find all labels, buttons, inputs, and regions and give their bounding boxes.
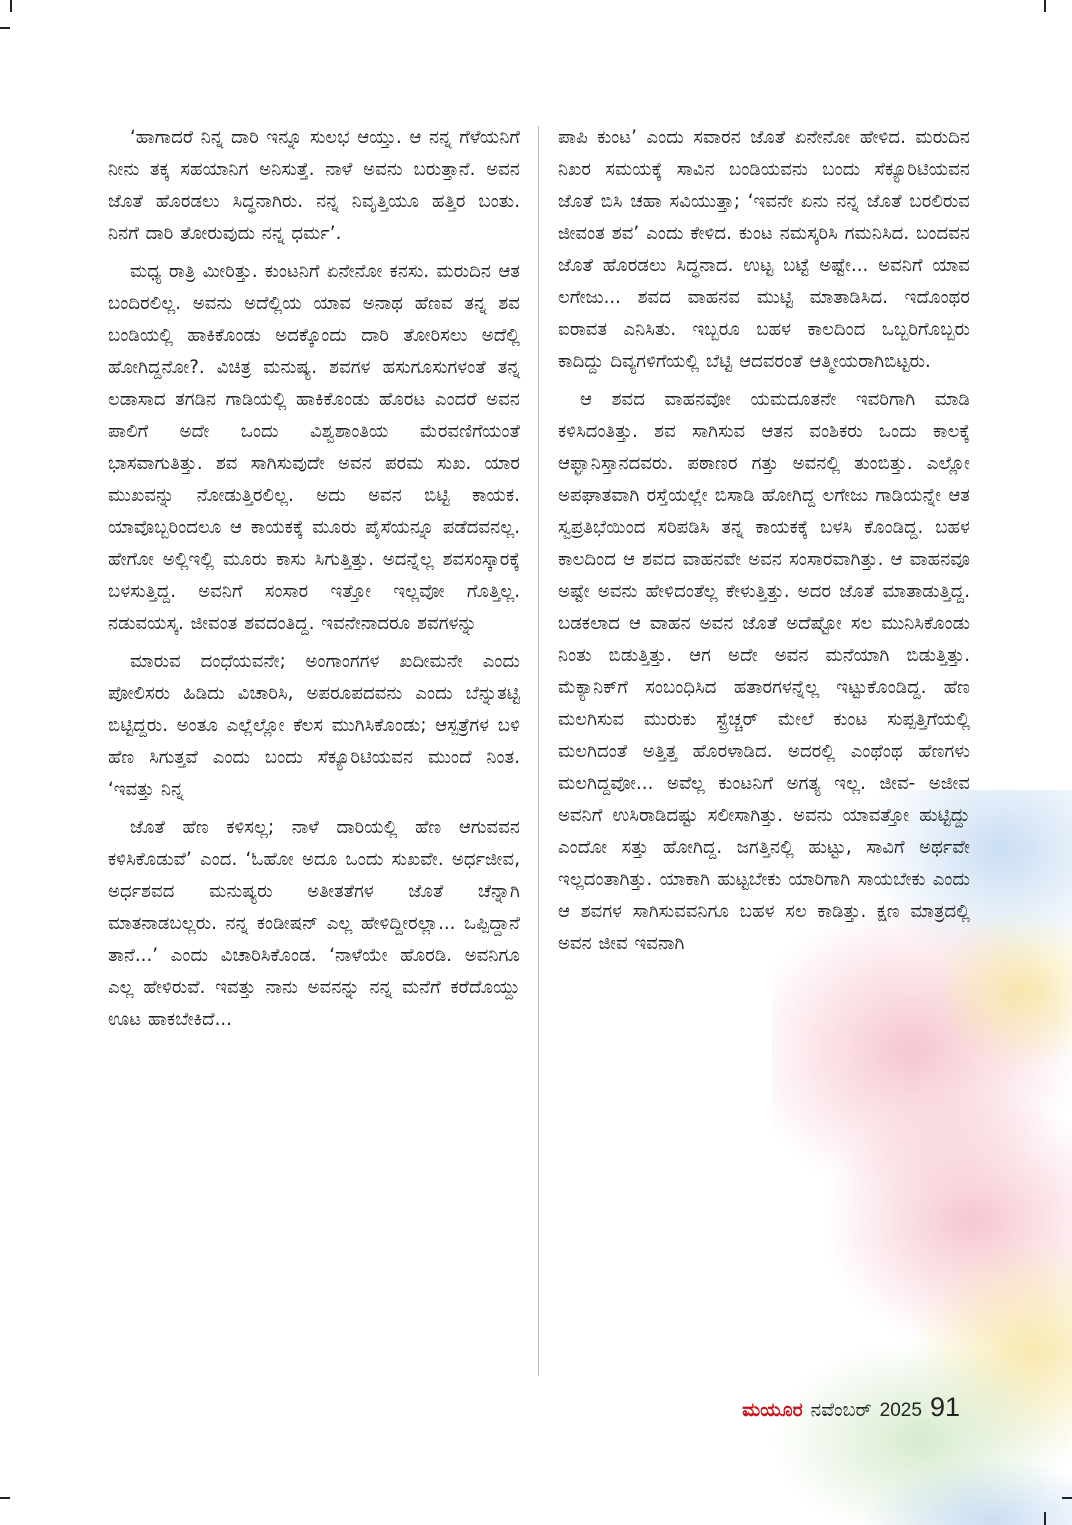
crop-mark-right-lower — [1062, 1497, 1072, 1499]
crop-mark-top-right — [1044, 0, 1046, 12]
paragraph: ಪಾಪಿ ಕುಂಟ’ ಎಂದು ಸವಾರನ ಜೊತೆ ಏನೇನೋ ಹೇಳಿದ. ಮರುದಿನ ನಿಖರ ಸಮಯಕ್ಕೆ ಸಾವಿನ ಬಂಡಿಯವನು ಬಂದು ಸೆಕ್ಯೂರಿಟಿಯವನ ಜೊತೆ ಬಿಸಿ ಚಹಾ ಸವಿಯುತ್ತಾ; ‘ಇವನೇ ಏನು ನನ್ನ ಜೊತೆ ಬರಲಿರುವ ಜೀವಂತ ಶವ’ ಎಂದು ಕೇಳಿದ. ಕುಂಟ ನಮಸ್ಕರಿಸಿ ಗಮನಿಸಿದ. ಬಂದವನ ಜೊತೆ ಹೊರಡಲು ಸಿದ್ಧನಾದ. ಉಟ್ಟ ಬಟ್ಟೆ ಅಷ್ಟೇ... ಅವನಿಗೆ ಯಾವ ಲಗೇಜು... ಶವದ ವಾಹನವ ಮುಟ್ಟಿ ಮಾತಾಡಿಸಿದ. ಇದೊಂಥರ ಐರಾವತ ಎನಿಸಿತು. ಇಬ್ಬರೂ ಬಹಳ ಕಾಲದಿಂದ ಒಬ್ಬರಿಗೊಬ್ಬರು ಕಾದಿದ್ದು ದಿವ್ಯಗಳಿಗೆಯಲ್ಲಿ ಬೆಟ್ಟಿ ಆದವರಂತೆ ಆತ್ಮೀಯರಾಗಿಬಿಟ್ಟರು. — [558, 127, 970, 372]
page-number: 91 — [929, 1392, 960, 1422]
crop-mark-top-left — [10, 0, 12, 12]
crop-mark-bottom-right — [1044, 1512, 1046, 1525]
crop-mark-left-upper — [0, 27, 10, 29]
crop-mark-left-lower — [0, 1497, 10, 1499]
paragraph: ಮಧ್ಯ ರಾತ್ರಿ ಮೀರಿತ್ತು. ಕುಂಟನಿಗೆ ಏನೇನೋ ಕನಸು. ಮರುದಿನ ಆತ ಬಂದಿರಲಿಲ್ಲ. ಅವನು ಅದೆಲ್ಲಿಯ ಯಾವ ಅನಾಥ ಹೆಣವ ತನ್ನ ಶವ ಬಂಡಿಯಲ್ಲಿ ಹಾಕಿಕೊಂಡು ಅದಕ್ಕೊಂದು ದಾರಿ ತೋರಿಸಲು ಅದೆಲ್ಲಿ ಹೋಗಿದ್ದನೋ?. ವಿಚಿತ್ರ ಮನುಷ್ಯ. ಶವಗಳ ಹಸುಗೂಸುಗಳಂತೆ ತನ್ನ ಲಡಾಸಾದ ತಗಡಿನ ಗಾಡಿಯಲ್ಲಿ ಹಾಕಿಕೊಂಡು ಹೊರಟ ಎಂದರೆ ಅವನ ಪಾಲಿಗೆ ಅದೇ ಒಂದು ವಿಶ್ವಶಾಂತಿಯ ಮೆರವಣಿಗೆಯಂತೆ ಭಾಸವಾಗುತಿತ್ತು. ಶವ ಸಾಗಿಸುವುದೇ ಅವನ ಪರಮ ಸುಖ. ಯಾರ ಮುಖವನ್ನು ನೋಡುತ್ತಿರಲಿಲ್ಲ. ಅದು ಅವನ ಬಿಟ್ಟಿ ಕಾಯಕ. ಯಾವೊಬ್ಬರಿಂದಲೂ ಆ ಕಾಯಕಕ್ಕೆ ಮೂರು ಪೈಸೆಯನ್ನೂ ಪಡೆದವನಲ್ಲ. ಹೇಗೋ ಅಲ್ಲಿಇಲ್ಲಿ ಮೂರು ಕಾಸು ಸಿಗುತ್ತಿತ್ತು. ಅದನ್ನೆಲ್ಲ ಶವಸಂಸ್ಕಾರಕ್ಕೆ ಬಳಸುತ್ತಿದ್ದ. ಅವನಿಗೆ ಸಂಸಾರ ಇತ್ತೋ ಇಲ್ಲವೋ ಗೊತ್ತಿಲ್ಲ. ನಡುವಯಸ್ಕ. ಜೀವಂತ ಶವದಂತಿದ್ದ. ಇವನೇನಾದರೂ ಶವಗಳನ್ನು — [108, 261, 520, 634]
issue-year: 2025 — [879, 1400, 922, 1421]
article-column-right — [558, 122, 970, 966]
column-divider — [538, 126, 539, 1376]
article-column-left — [108, 122, 520, 1042]
paragraph: ಜೊತೆ ಹೆಣ ಕಳಿಸಲ್ಲ; ನಾಳೆ ದಾರಿಯಲ್ಲಿ ಹೆಣ ಆಗುವವನ ಕಳಿಸಿಕೊಡುವೆ’ ಎಂದ. ‘ಓಹೋ ಅದೂ ಒಂದು ಸುಖವೇ. ಅರ್ಧಜೀವ, ಅರ್ಧಶವದ ಮನುಷ್ಯರು ಅತೀತತೆಗಳ ಜೊತೆ ಚೆನ್ನಾಗಿ ಮಾತನಾಡಬಲ್ಲರು. ನನ್ನ ಕಂಡೀಷನ್ ಎಲ್ಲ ಹೇಳಿದ್ದೀರಲ್ಲಾ... ಒಪ್ಪಿದ್ದಾನೆ ತಾನೆ...’ ಎಂದು ವಿಚಾರಿಸಿಕೊಂಡ. ‘ನಾಳೆಯೇ ಹೊರಡಿ. ಅವನಿಗೂ ಎಲ್ಲ ಹೇಳಿರುವೆ. ಇವತ್ತು ನಾನು ಅವನನ್ನು ನನ್ನ ಮನೆಗೆ ಕರೆದೊಯ್ದು ಊಟ ಹಾಕಬೇಕಿದೆ... — [108, 817, 520, 1030]
issue-month: ನವೆಂಬರ್ — [810, 1399, 872, 1421]
paragraph: ಮಾರುವ ದಂಧೆಯವನೇ; ಅಂಗಾಂಗಗಳ ಖದೀಮನೇ ಎಂದು ಪೋಲಿಸರು ಹಿಡಿದು ವಿಚಾರಿಸಿ, ಅಪರೂಪದವನು ಎಂದು ಬೆನ್ನುತಟ್ಟಿ ಬಿಟ್ಟಿದ್ದರು. ಅಂತೂ ಎಲ್ಲೆಲ್ಲೋ ಕೆಲಸ ಮುಗಿಸಿಕೊಂಡು; ಆಸ್ಪತ್ರೆಗಳ ಬಳಿ ಹೆಣ ಸಿಗುತ್ತವೆ ಎಂದು ಬಂದು ಸೆಕ್ಯೂರಿಟಿಯವನ ಮುಂದೆ ನಿಂತ. ‘ಇವತ್ತು ನಿನ್ನ — [108, 651, 520, 800]
magazine-name: ಮಯೂರ — [742, 1399, 803, 1421]
paragraph: ‘ಹಾಗಾದರೆ ನಿನ್ನ ದಾರಿ ಇನ್ನೂ ಸುಲಭ ಆಯ್ತು. ಆ ನನ್ನ ಗೆಳೆಯನಿಗೆ ನೀನು ತಕ್ಕ ಸಹಯಾನಿಗ ಅನಿಸುತ್ತೆ. ನಾಳೆ ಅವನು ಬರುತ್ತಾನೆ. ಅವನ ಜೊತೆ ಹೊರಡಲು ಸಿದ್ಧನಾಗಿರು. ನನ್ನ ನಿವೃತ್ತಿಯೂ ಹತ್ತಿರ ಬಂತು. ನಿನಗೆ ದಾರಿ ತೋರುವುದು ನನ್ನ ಧರ್ಮ’. — [108, 127, 520, 244]
paragraph: ಆ ಶವದ ವಾಹನವೋ ಯಮದೂತನೇ ಇವರಿಗಾಗಿ ಮಾಡಿ ಕಳಿಸಿದಂತಿತ್ತು. ಶವ ಸಾಗಿಸುವ ಆತನ ವಂಶಿಕರು ಒಂದು ಕಾಲಕ್ಕೆ ಆಫ್ಘಾನಿಸ್ತಾನದವರು. ಪಠಾಣರ ಗತ್ತು ಅವನಲ್ಲಿ ತುಂಬಿತ್ತು. ಎಲ್ಲೋ ಅಪಘಾತವಾಗಿ ರಸ್ತೆಯಲ್ಲೇ ಬಿಸಾಡಿ ಹೋಗಿದ್ದ ಲಗೇಜು ಗಾಡಿಯನ್ನೇ ಆತ ಸ್ವಪ್ರತಿಭೆಯಿಂದ ಸರಿಪಡಿಸಿ ತನ್ನ ಕಾಯಕಕ್ಕೆ ಬಳಸಿ ಕೊಂಡಿದ್ದ. ಬಹಳ ಕಾಲದಿಂದ ಆ ಶವದ ವಾಹನವೇ ಅವನ ಸಂಸಾರವಾಗಿತ್ತು. ಆ ವಾಹನವೂ ಅಷ್ಟೇ ಅವನು ಹೇಳಿದಂತೆಲ್ಲ ಕೇಳುತ್ತಿತ್ತು. ಅದರ ಜೊತೆ ಮಾತಾಡುತ್ತಿದ್ದ. ಬಡಕಲಾದ ಆ ವಾಹನ ಅವನ ಜೊತೆ ಅದೆಷ್ಟೋ ಸಲ ಮುನಿಸಿಕೊಂಡು ನಿಂತು ಬಿಡುತ್ತಿತ್ತು. ಆಗ ಅದೇ ಅವನ ಮನೆಯಾಗಿ ಬಿಡುತ್ತಿತ್ತು. ಮೆಕ್ಯಾನಿಕ್‌ಗೆ ಸಂಬಂಧಿಸಿದ ಹತಾರಗಳನ್ನೆಲ್ಲ ಇಟ್ಟುಕೊಂಡಿದ್ದ. ಹೆಣ ಮಲಗಿಸುವ ಮುರುಕು ಸ್ಟ್ರೆಚ್ಚರ್ ಮೇಲೆ ಕುಂಟ ಸುಪ್ಪತ್ತಿಗೆಯಲ್ಲಿ ಮಲಗಿದಂತೆ ಅತ್ತಿತ್ತ ಹೊರಳಾಡಿದ. ಅದರಲ್ಲಿ ಎಂಥೆಂಥ ಹೆಣಗಳು ಮಲಗಿದ್ದವೋ... ಅವೆಲ್ಲ ಕುಂಟನಿಗೆ ಅಗತ್ಯ ಇಲ್ಲ. ಜೀವ- ಅಜೀವ ಅವನಿಗೆ ಉಸಿರಾಡಿದಷ್ಟು ಸಲೀಸಾಗಿತ್ತು. ಅವನು ಯಾವತ್ತೋ ಹುಟ್ಟಿದ್ದು ಎಂದೋ ಸತ್ತು ಹೋಗಿದ್ದ. ಜಗತ್ತಿನಲ್ಲಿ ಹುಟ್ಟು, ಸಾವಿಗೆ ಅರ್ಥವೇ ಇಲ್ಲದಂತಾಗಿತ್ತು. ಯಾಕಾಗಿ ಹುಟ್ಟಬೇಕು ಯಾರಿಗಾಗಿ ಸಾಯಬೇಕು ಎಂದು ಆ ಶವಗಳ ಸಾಗಿಸುವವನಿಗೂ ಬಹಳ ಸಲ ಕಾಡಿತ್ತು. ಕ್ಷಣ ಮಾತ್ರದಲ್ಲಿ ಅವನ ಜೀವ ಇವನಾಗಿ — [558, 389, 970, 954]
page-footer — [742, 1392, 960, 1423]
